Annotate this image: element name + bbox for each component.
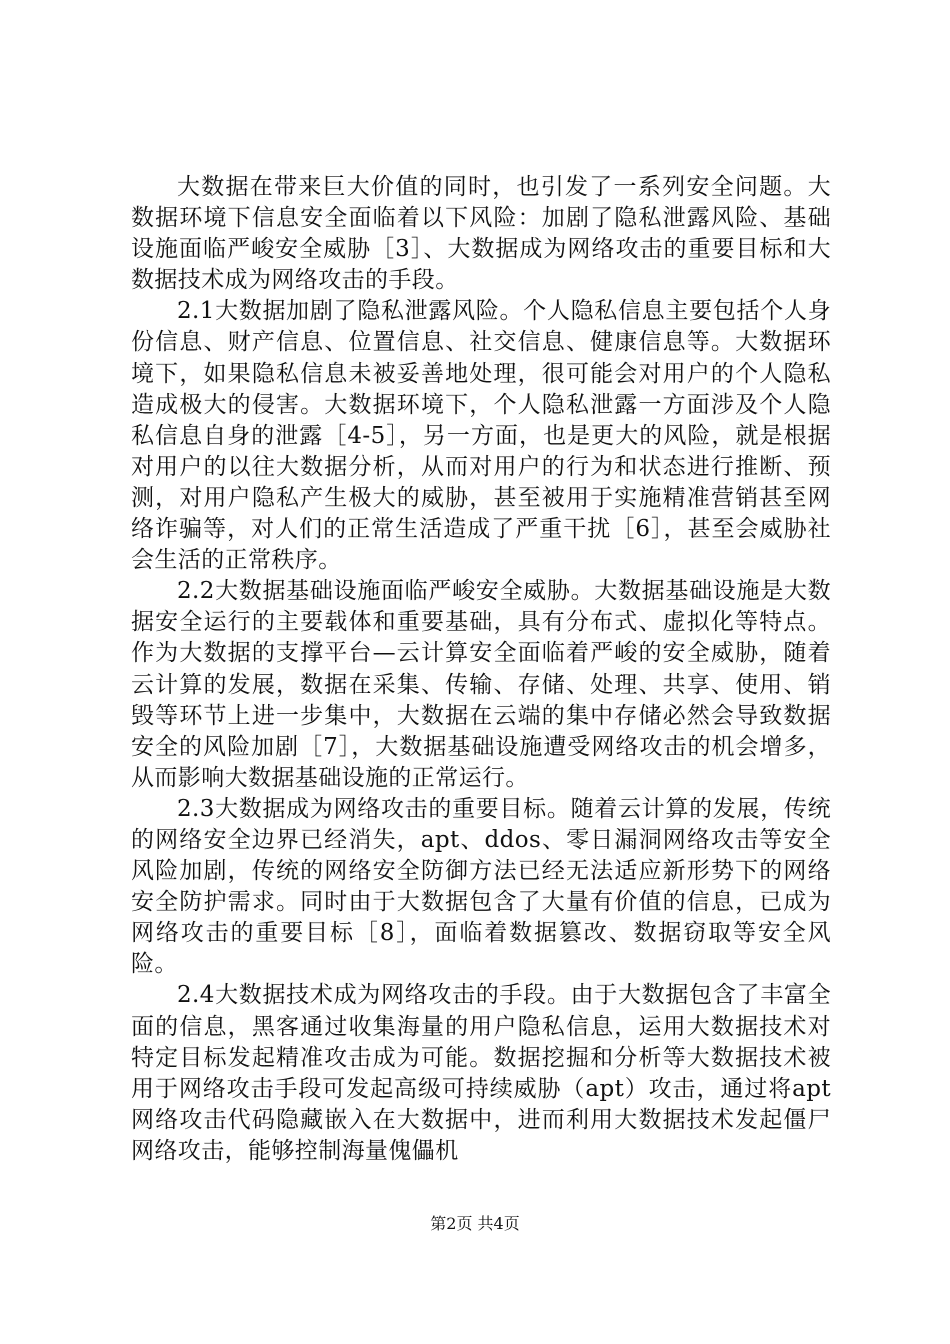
paragraph-section-2-4: 2.4大数据技术成为网络攻击的手段。由于大数据包含了丰富全面的信息，黑客通过收集海量的用户隐私信息，运用大数据技术对特定目标发起精准攻击成为可能。数据挖掘和分析等大数据技术被用于网络攻击手段可发起高级可持续威胁（apt）攻击，通过将apt网络攻击代码隐藏嵌入在大数据中，进而利用大数据技术发起僵尸网络攻击，能够控制海量傀儡机 — [131, 982, 831, 1164]
paragraph-section-2-1: 2.1大数据加剧了隐私泄露风险。个人隐私信息主要包括个人身份信息、财产信息、位置信息、社交信息、健康信息等。大数据环境下，如果隐私信息未被妥善地处理，很可能会对用户的个人隐私造成极大的侵害。大数据环境下，个人隐私泄露一方面涉及个人隐私信息自身的泄露［4-5］，另一方面，也是更大的风险，就是根据对用户的以往大数据分析，从而对用户的行为和状态进行推断、预测，对用户隐私产生极大的威胁，甚至被用于实施精准营销甚至网络诈骗等，对人们的正常生活造成了严重干扰［6］，甚至会威胁社会生活的正常秩序。 — [131, 298, 831, 574]
document-body — [131, 172, 831, 1167]
page-footer: 第2页 共4页 — [430, 1214, 520, 1233]
paragraph-section-2-3: 2.3大数据成为网络攻击的重要目标。随着云计算的发展，传统的网络安全边界已经消失，apt、ddos、零日漏洞网络攻击等安全风险加剧，传统的网络安全防御方法已经无法适应新形势下的网络安全防护需求。同时由于大数据包含了大量有价值的信息，已成为网络攻击的重要目标［8］，面临着数据篡改、数据窃取等安全风险。 — [131, 795, 831, 978]
paragraph-intro: 大数据在带来巨大价值的同时，也引发了一系列安全问题。大数据环境下信息安全面临着以下风险：加剧了隐私泄露风险、基础设施面临严峻安全威胁［3］、大数据成为网络攻击的重要目标和大数据技术成为网络攻击的手段。 — [131, 174, 831, 294]
paragraph-section-2-2: 2.2大数据基础设施面临严峻安全威胁。大数据基础设施是大数据安全运行的主要载体和重要基础，具有分布式、虚拟化等特点。作为大数据的支撑平台—云计算安全面临着严峻的安全威胁，随着云计算的发展，数据在采集、传输、存储、处理、共享、使用、销毁等环节上进一步集中，大数据在云端的集中存储必然会导致数据安全的风险加剧［7］，大数据基础设施遭受网络攻击的机会增多，从而影响大数据基础设施的正常运行。 — [131, 578, 831, 791]
